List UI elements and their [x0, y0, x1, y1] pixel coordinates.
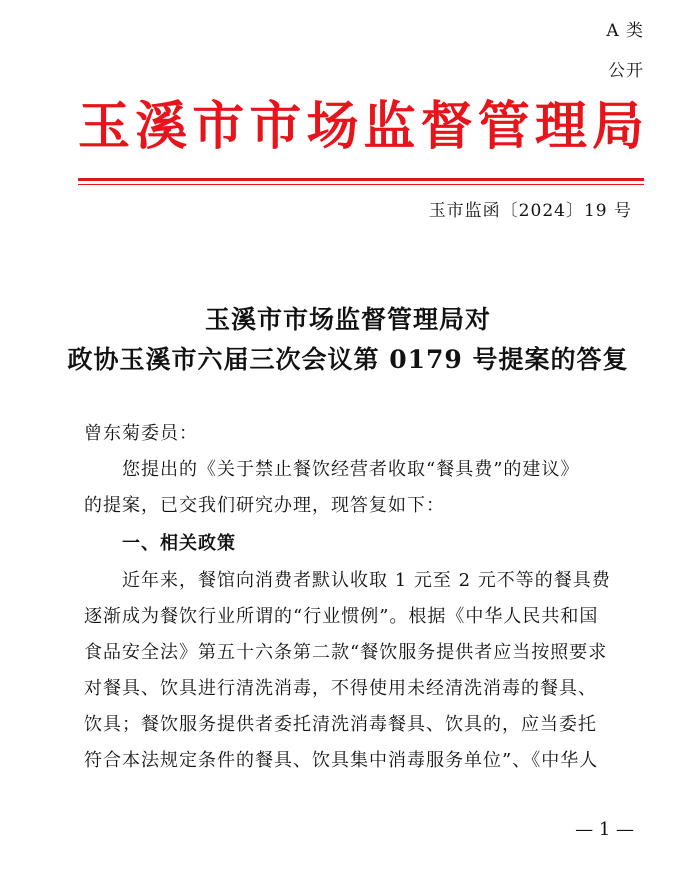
banner-char: 理	[534, 96, 587, 157]
banner-char: 场	[306, 96, 359, 157]
banner-char: 监	[363, 96, 416, 157]
section-heading: 一、相关政策	[84, 533, 236, 554]
document-title-line-1: 玉溪市市场监督管理局对	[204, 305, 491, 334]
document-title-line-2: 政协玉溪市六届三次会议第 0179 号提案的答复	[67, 345, 629, 374]
banner-char: 玉	[78, 96, 131, 157]
document-number: 玉市监函〔2024〕19 号	[428, 201, 632, 221]
body-line: 您提出的《关于禁止餐饮经营者收取“餐具费”的建议》	[84, 459, 580, 480]
header-divider-thick	[78, 178, 644, 181]
body-line: 符合本法规定条件的餐具、饮具集中消毒服务单位”、《中华人	[84, 750, 599, 771]
banner-char: 市	[249, 96, 302, 157]
banner-char: 局	[591, 96, 644, 157]
salutation: 曾东菊委员：	[84, 423, 198, 444]
body-line: 对餐具、饮具进行清洗消毒，不得使用未经清洗消毒的餐具、	[84, 678, 597, 699]
banner-char: 督	[420, 96, 473, 157]
page-number: — 1 —	[575, 819, 634, 840]
body-line: 的提案，已交我们研究办理，现答复如下：	[84, 495, 445, 516]
body-line: 近年来，餐馆向消费者默认收取 1 元至 2 元不等的餐具费	[84, 570, 611, 591]
banner-char: 管	[477, 96, 530, 157]
body-line: 食品安全法》第五十六条第二款“餐饮服务提供者应当按照要求	[84, 642, 608, 663]
org-banner	[78, 92, 644, 162]
header-divider-thin	[78, 184, 644, 185]
classification-label: A 类	[606, 21, 644, 41]
body-line: 饮具；餐饮服务提供者委托清洗消毒餐具、饮具的，应当委托	[84, 714, 597, 735]
banner-char: 市	[192, 96, 245, 157]
disclosure-label: 公开	[608, 61, 644, 81]
banner-char: 溪	[135, 96, 188, 157]
body-line: 逐渐成为餐饮行业所谓的“行业惯例”。根据《中华人民共和国	[84, 606, 599, 627]
